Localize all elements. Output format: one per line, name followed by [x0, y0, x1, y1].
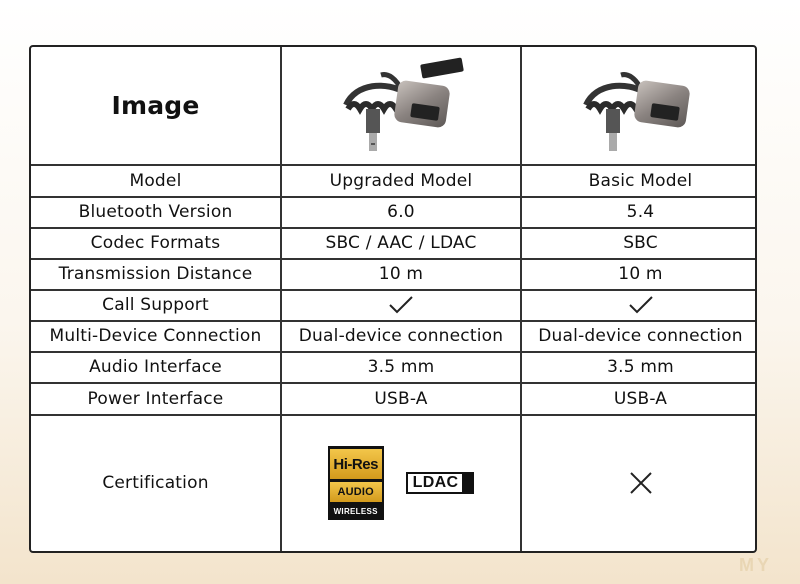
cross-icon: [522, 415, 757, 551]
ldac-text: LDAC: [412, 474, 459, 491]
comparison-table: [29, 45, 757, 553]
hi-res-wireless-text: WIRELESS: [333, 507, 378, 516]
row-label-audio-interface: Audio Interface: [89, 357, 222, 377]
hi-res-audio-logo: [328, 446, 384, 520]
row-label-power-interface: Power Interface: [87, 388, 224, 409]
basic-audio-value: 3.5 mm: [607, 357, 674, 377]
row-label-codec-formats: Codec Formats: [90, 233, 221, 253]
upgraded-distance-value: 10 m: [378, 264, 424, 284]
row-label-multi-device: Multi-Device Connection: [49, 326, 262, 346]
upgraded-certification: [282, 415, 520, 551]
ldac-logo: [406, 472, 475, 494]
upgraded-audio-value: 3.5 mm: [367, 357, 435, 377]
row-label-bluetooth-version: Bluetooth Version: [78, 202, 233, 222]
row-label-model: Model: [129, 170, 182, 191]
hi-res-text: Hi-Res: [330, 449, 382, 479]
upgraded-bluetooth-value: 6.0: [387, 202, 415, 222]
row-label-call-support: Call Support: [102, 295, 209, 315]
row-label-certification: Certification: [102, 473, 209, 493]
hi-res-audio-text: AUDIO: [330, 482, 382, 502]
adapter-product-image: [566, 53, 716, 158]
basic-codec-value: SBC: [623, 233, 658, 253]
row-label-transmission-distance: Transmission Distance: [58, 264, 253, 284]
check-icon: [282, 290, 520, 320]
adapter-product-image: [326, 53, 476, 158]
upgraded-power-value: USB-A: [374, 388, 428, 409]
check-icon: [522, 290, 757, 320]
basic-bluetooth-value: 5.4: [626, 202, 655, 222]
product-image-basic: [522, 47, 757, 164]
basic-model-value: Basic Model: [588, 170, 693, 191]
basic-power-value: USB-A: [613, 388, 668, 409]
upgraded-multi-device-value: Dual-device connection: [298, 326, 504, 346]
upgraded-codec-value: SBC / AAC / LDAC: [325, 233, 477, 253]
watermark: MY: [739, 555, 772, 575]
basic-distance-value: 10 m: [618, 264, 663, 284]
image-heading: Image: [111, 91, 200, 120]
basic-multi-device-value: Dual-device connection: [538, 326, 743, 346]
product-image-upgraded: [282, 47, 520, 164]
upgraded-model-value: Upgraded Model: [329, 170, 473, 191]
